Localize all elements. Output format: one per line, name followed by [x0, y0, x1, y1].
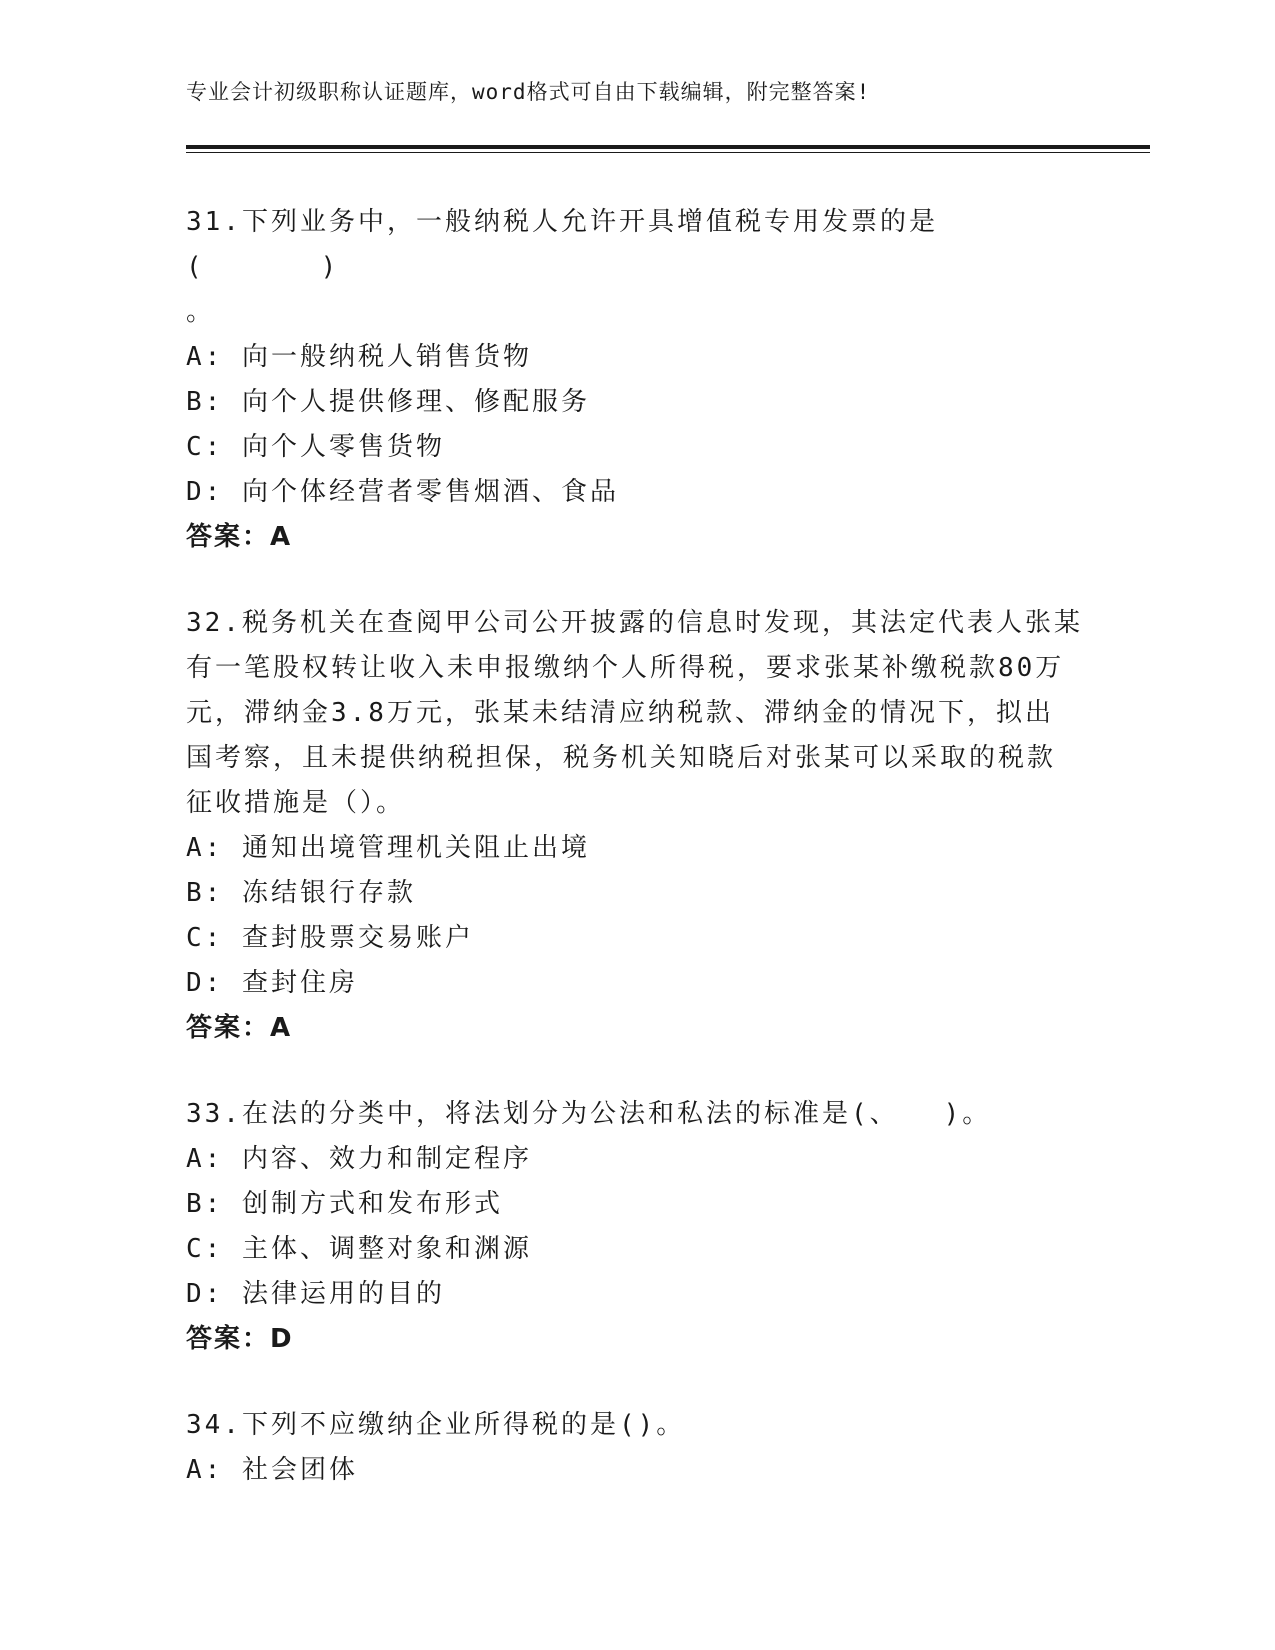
option-b: B: 创制方式和发布形式: [186, 1189, 503, 1219]
option-a: A: 通知出境管理机关阻止出境: [186, 833, 590, 863]
option-c: C: 向个人零售货物: [186, 432, 445, 462]
question-31: [186, 200, 1086, 560]
page-header: 专业会计初级职称认证题库，word格式可自由下载编辑，附完整答案!: [186, 80, 871, 104]
question-stem: 34.下列不应缴纳企业所得税的是()。: [186, 1410, 686, 1440]
question-stem: 32.税务机关在查阅甲公司公开披露的信息时发现，其法定代表人张某 有一笔股权转让收入未申报缴纳个人所得税，要求张某补缴税款80万 元，滞纳金3.8万元，张某未结清应纳税款、滞纳金的情况下，拟出 国考察，且未提供纳税担保，税务机关知晓后对张某可以采取的税款 征收措施是（）。: [186, 608, 1083, 818]
option-a: A: 向一般纳税人销售货物: [186, 342, 532, 372]
option-a: A: 社会团体: [186, 1455, 358, 1485]
option-b: B: 冻结银行存款: [186, 878, 416, 908]
question-list: [186, 200, 1086, 1534]
header-rule: [186, 145, 1150, 149]
answer: 答案：D: [186, 1324, 294, 1354]
option-c: C: 查封股票交易账户: [186, 923, 474, 953]
question-34: [186, 1403, 1086, 1493]
question-32: [186, 601, 1086, 1051]
answer: 答案：A: [186, 522, 293, 552]
option-a: A: 内容、效力和制定程序: [186, 1144, 532, 1174]
answer: 答案：A: [186, 1013, 293, 1043]
option-d: D: 向个体经营者零售烟酒、食品: [186, 477, 619, 507]
question-stem: 33.在法的分类中，将法划分为公法和私法的标准是(、 )。: [186, 1099, 992, 1129]
option-d: D: 法律运用的目的: [186, 1279, 445, 1309]
question-stem: 31.下列业务中，一般纳税人允许开具增值税专用发票的是( ) 。: [186, 207, 938, 327]
option-b: B: 向个人提供修理、修配服务: [186, 387, 590, 417]
question-33: [186, 1092, 1086, 1362]
option-c: C: 主体、调整对象和渊源: [186, 1234, 532, 1264]
option-d: D: 查封住房: [186, 968, 358, 998]
header-rule-thin: [186, 152, 1150, 153]
